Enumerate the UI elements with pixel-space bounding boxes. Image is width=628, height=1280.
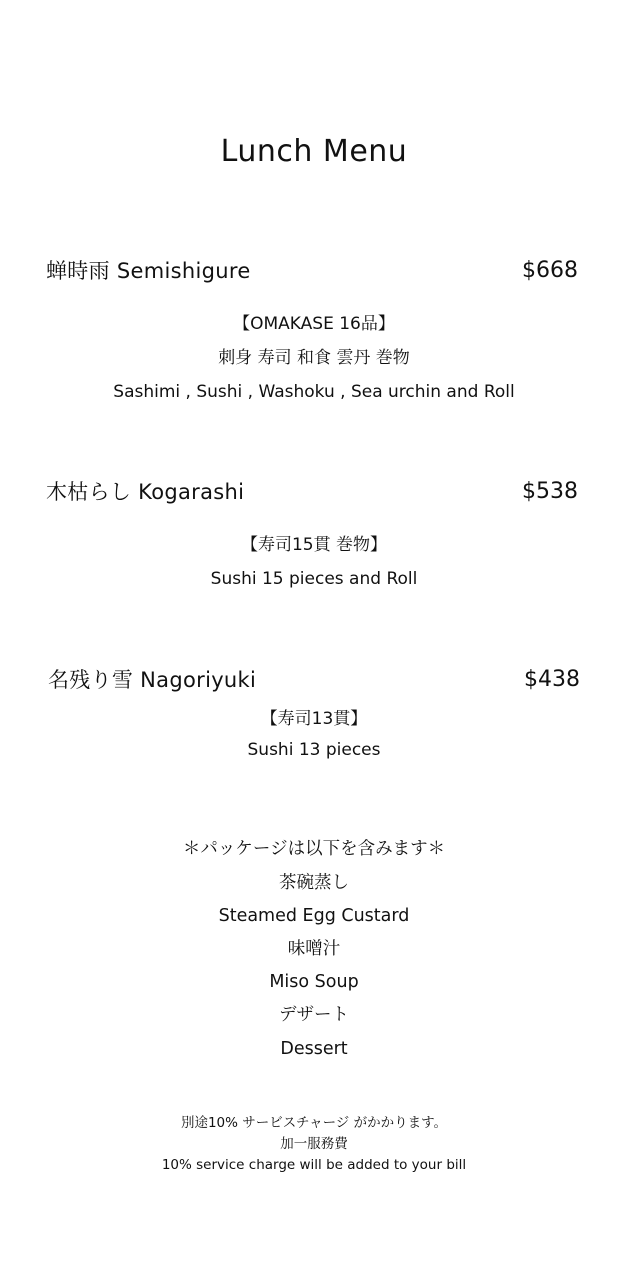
menu-item-en-desc-nagoriyuki: Sushi 13 pieces [247,740,381,760]
package-heading: ＊パッケージは以下を含みます＊ [182,839,446,859]
menu-item-en-desc-kogarashi: Sushi 15 pieces and Roll [210,569,418,589]
package-line-dessert-jp: デザート [279,1005,349,1025]
menu-item-price-kogarashi: $538 [522,479,578,504]
menu-item-jp-desc-semishigure: 刺身 寿司 和食 雲丹 巻物 [218,348,410,368]
menu-item-name-semishigure: 蝉時雨 Semishigure [46,259,251,283]
menu-item-price-semishigure: $668 [522,258,578,283]
menu-item-subtitle-kogarashi: 【寿司15貫 巻物】 [240,535,388,555]
package-line-chawanmushi: 茶碗蒸し [279,873,349,893]
menu-item-name-nagoriyuki: 名残り雪 Nagoriyuki [48,668,257,692]
service-charge-note-en: 10% service charge will be added to your bill [161,1157,467,1173]
package-line-misoshiru: 味噌汁 [287,939,341,959]
package-line-miso-soup: Miso Soup [269,972,359,992]
menu-item-subtitle-nagoriyuki: 【寿司13貫】 [260,709,368,729]
package-line-steamed-egg-custard: Steamed Egg Custard [218,906,410,926]
menu-item-en-desc-semishigure: Sashimi , Sushi , Washoku , Sea urchin and Roll [113,382,515,402]
menu-item-price-nagoriyuki: $438 [524,667,580,692]
service-charge-note-zh: 加一服務費 [280,1136,348,1152]
page-title: Lunch Menu [220,134,408,169]
package-line-dessert: Dessert [280,1039,348,1059]
service-charge-note-jp: 別途10% サービスチャージ がかかります。 [180,1115,448,1131]
menu-item-subtitle-semishigure: 【OMAKASE 16品】 [233,314,395,334]
menu-item-name-kogarashi: 木枯らし Kogarashi [46,480,245,504]
